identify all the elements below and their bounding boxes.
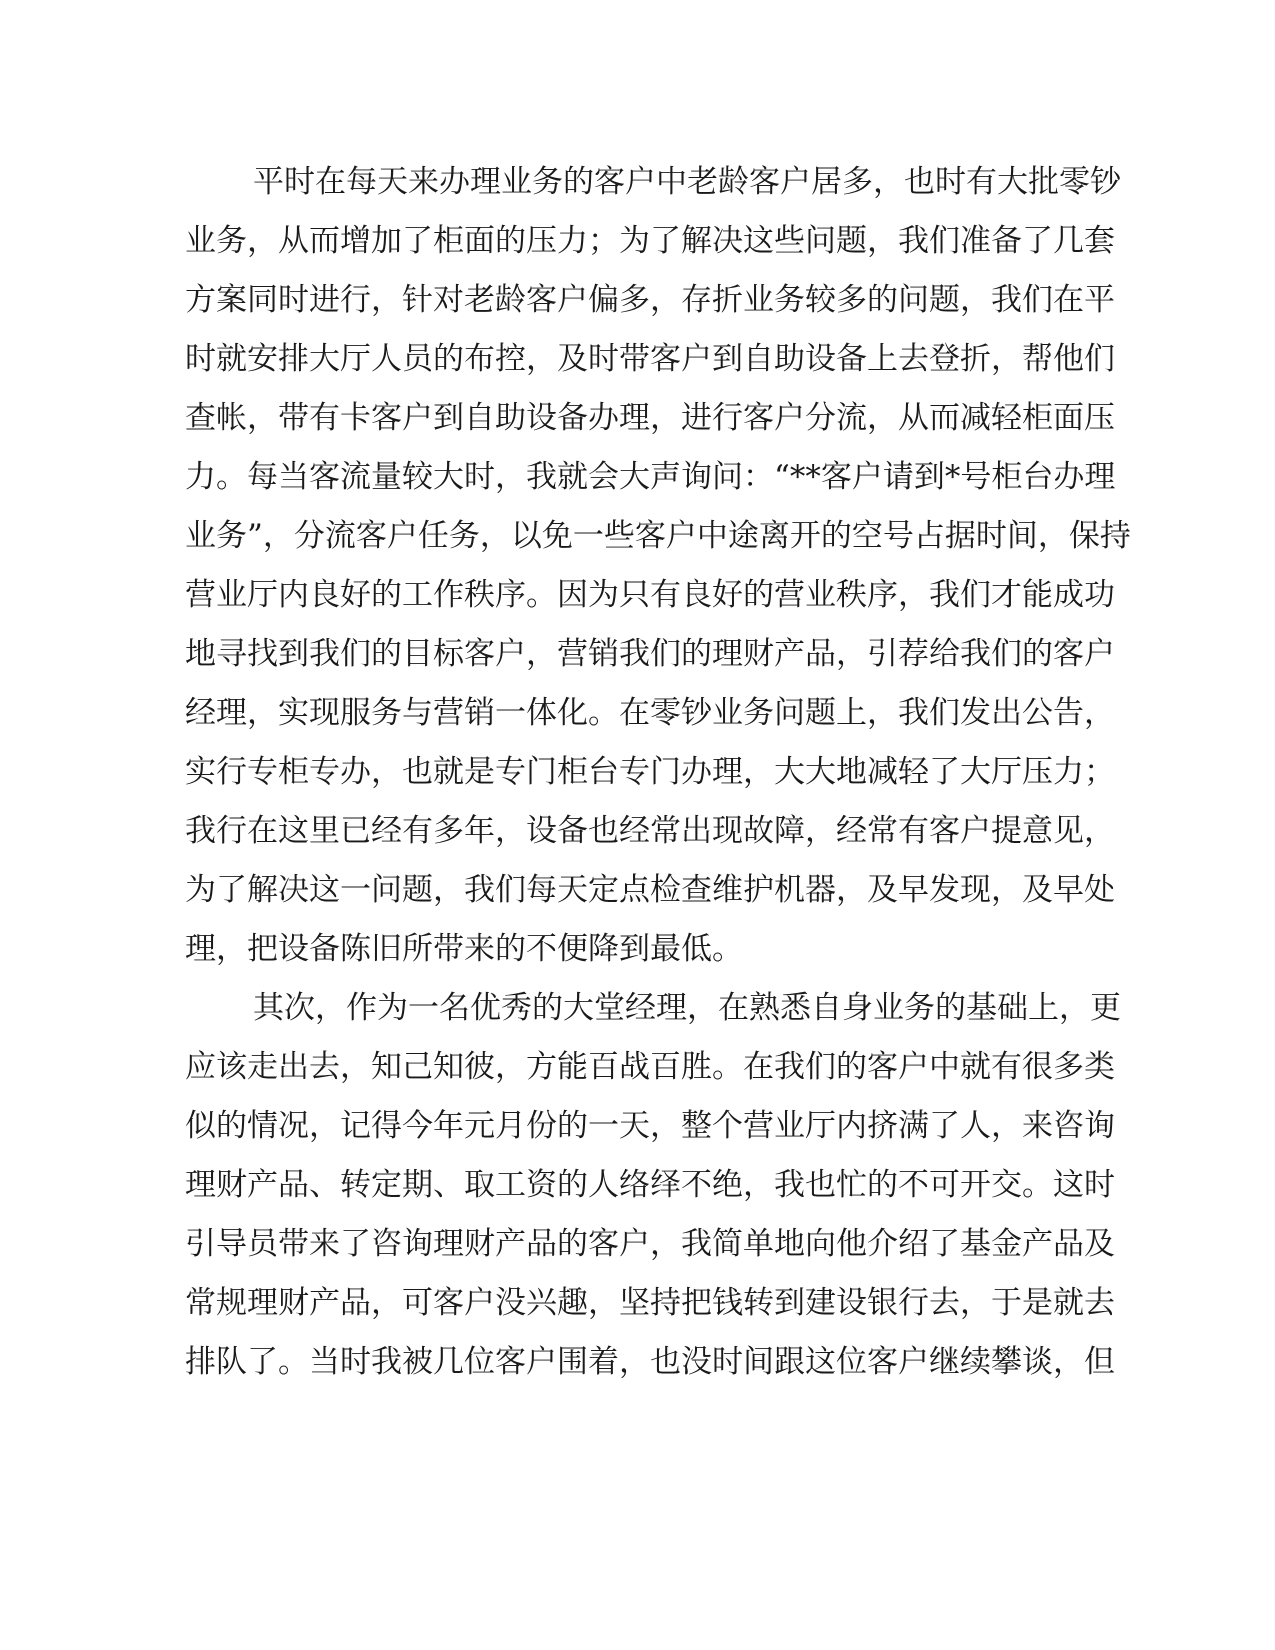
text-line: 理财产品、转定期、取工资的人络绎不绝，我也忙的不可开交。这时	[185, 1167, 1115, 1203]
text-line: 应该走出去，知己知彼，方能百战百胜。在我们的客户中就有很多类	[185, 1049, 1115, 1085]
text-line: 力。每当客流量较大时，我就会大声询问：“**客户请到*号柜台办理	[185, 459, 1116, 495]
text-line: 为了解决这一问题，我们每天定点检查维护机器，及早发现，及早处	[185, 872, 1115, 908]
text-line: 排队了。当时我被几位客户围着，也没时间跟这位客户继续攀谈，但	[185, 1344, 1115, 1380]
text-line: 时就安排大厅人员的布控，及时带客户到自助设备上去登折，帮他们	[185, 341, 1115, 377]
text-line: 业务”，分流客户任务，以免一些客户中途离开的空号占据时间，保持	[185, 518, 1131, 554]
text-line: 似的情况，记得今年元月份的一天，整个营业厅内挤满了人，来咨询	[185, 1108, 1115, 1144]
text-line: 业务，从而增加了柜面的压力；为了解决这些问题，我们准备了几套	[185, 223, 1115, 259]
text-line: 引导员带来了咨询理财产品的客户，我简单地向他介绍了基金产品及	[185, 1226, 1115, 1262]
text-line: 营业厅内良好的工作秩序。因为只有良好的营业秩序，我们才能成功	[185, 577, 1115, 613]
text-line: 实行专柜专办，也就是专门柜台专门办理，大大地减轻了大厅压力；	[185, 754, 1115, 790]
text-line: 常规理财产品，可客户没兴趣，坚持把钱转到建设银行去，于是就去	[185, 1285, 1115, 1321]
text-line: 理，把设备陈旧所带来的不便降到最低。	[185, 931, 743, 967]
text-line: 地寻找到我们的目标客户，营销我们的理财产品，引荐给我们的客户	[185, 636, 1115, 672]
text-line: 方案同时进行，针对老龄客户偏多，存折业务较多的问题，我们在平	[185, 282, 1115, 318]
text-line: 其次，作为一名优秀的大堂经理，在熟悉自身业务的基础上，更	[253, 990, 1121, 1026]
text-line: 查帐，带有卡客户到自助设备办理，进行客户分流，从而减轻柜面压	[185, 400, 1115, 436]
text-line: 经理，实现服务与营销一体化。在零钞业务问题上，我们发出公告，	[185, 695, 1115, 731]
text-line: 平时在每天来办理业务的客户中老龄客户居多，也时有大批零钞	[253, 164, 1121, 200]
text-line: 我行在这里已经有多年，设备也经常出现故障，经常有客户提意见，	[185, 813, 1115, 849]
